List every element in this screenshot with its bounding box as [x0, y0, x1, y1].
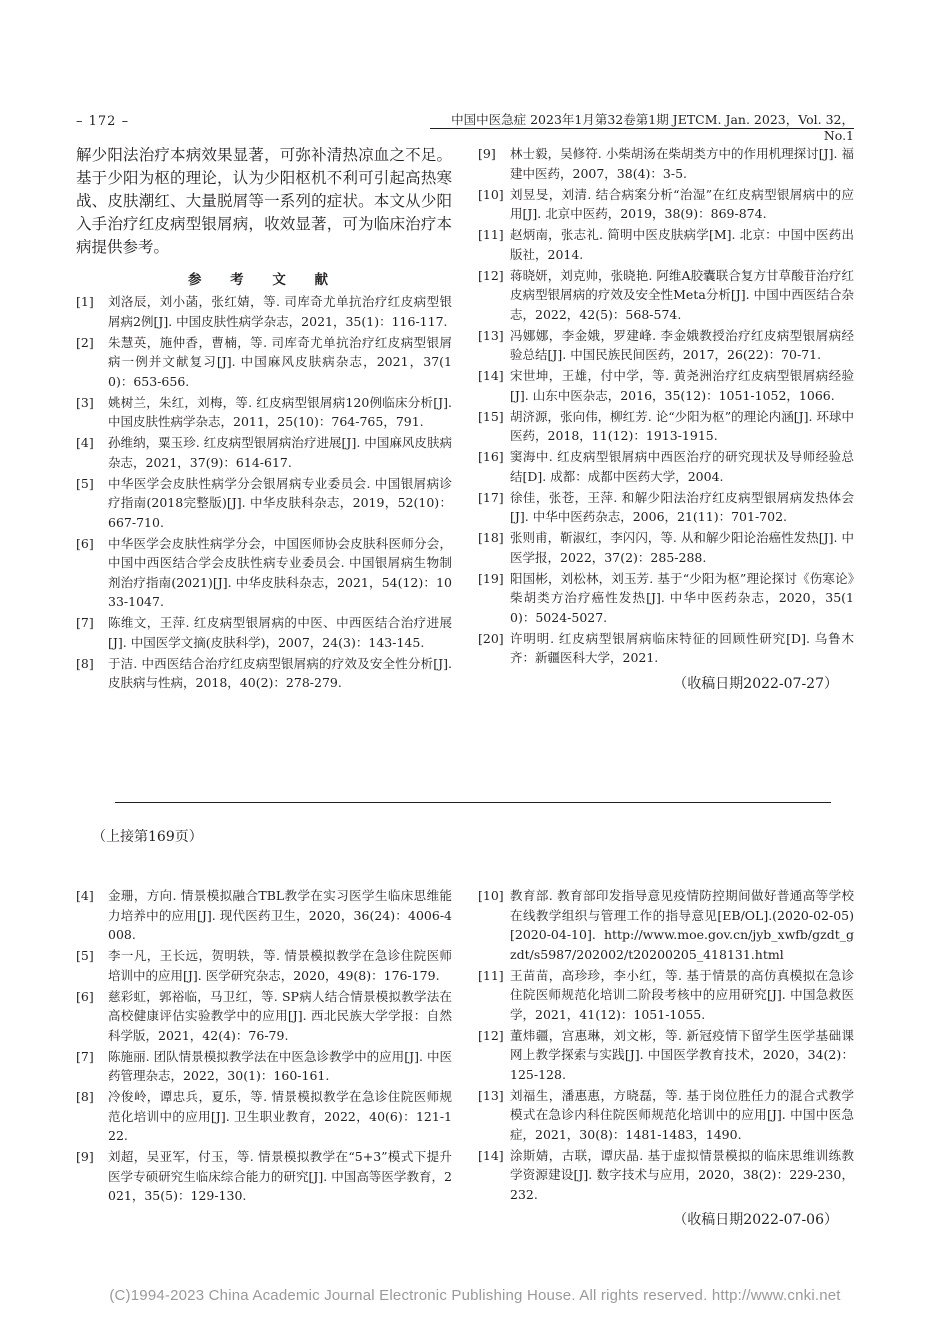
reference-text: 刘福生，潘惠惠，方晓磊，等. 基于岗位胜任力的混合式教学模式在急诊内科住院医师规范化培训中的应用[J]. 中国中医急症，2021，30(8)：1481-1483，1490. [510, 1087, 854, 1142]
reference-text: 朱慧英，施仲香，曹楠，等. 司库奇尤单抗治疗红皮病型银屑病一例并文献复习[J]. 中国麻风皮肤病杂志，2021，37(10)：653-656. [108, 334, 452, 389]
reference-text: 教育部. 教育部印发指导意见疫情防控期间做好普通高等学校在线教学组织与管理工作的指导意见[EB/OL].(2020-02-05)[2020-04-10]. http://www.moe.gov.cn/jyb_xwfb/gzdt_gzdt/s5987/202002/t20200205_418131.html [510, 888, 854, 962]
reference-item [76, 433, 452, 472]
reference-number: [8] [76, 655, 94, 671]
reference-number: [10] [478, 186, 504, 202]
top-right-column [478, 144, 854, 693]
reference-item [76, 613, 452, 652]
reference-number: [9] [76, 1149, 94, 1164]
reference-text: 李一凡，王长远，贺明轶，等. 情景模拟教学在急诊住院医师培训中的应用[J]. 医学研究杂志，2020，49(8)：176-179. [108, 948, 452, 983]
reference-item [478, 185, 854, 224]
reference-text: 陈施丽. 团队情景模拟教学法在中医急诊教学中的应用[J]. 中医药管理杂志，2022，30(1)：160-161. [108, 1048, 452, 1083]
reference-item [478, 326, 854, 365]
reference-text: 冷俊岭，谭忠兵，夏乐，等. 情景模拟教学在急诊住院医师规范化培训中的应用[J]. 卫生职业教育，2022，40(6)：121-122. [108, 1089, 452, 1143]
references-heading: 参 考 文 献 [187, 272, 341, 288]
reference-number: [12] [478, 1027, 504, 1043]
received-date: （收稿日期2022-07-06） [673, 1212, 838, 1228]
reference-text: 中华医学会皮肤性病学分会，中国医师协会皮肤科医师分会，中国中西医结合学会皮肤性病专业委员会. 中国银屑病生物制剂治疗指南(2021)[J]. 中华皮肤科杂志，2021，54(12)：1033-1047. [108, 535, 452, 609]
reference-text: 林士毅，吴修符. 小柴胡汤在柴胡类方中的作用机理探讨[J]. 福建中医药，2007，38(4)：3-5. [510, 146, 854, 181]
reference-number: [13] [478, 327, 504, 343]
reference-number: [17] [478, 489, 504, 505]
reference-item [478, 488, 854, 527]
reference-number: [16] [478, 449, 504, 464]
reference-text: 中华医学会皮肤性病学分会银屑病专业委员会. 中国银屑病诊疗指南(2018完整版)[J]. 中华皮肤科杂志，2019，52(10)：667-710. [108, 475, 452, 530]
reference-item [76, 1087, 452, 1146]
reference-item [76, 946, 452, 985]
reference-item [478, 886, 854, 964]
reference-item [478, 144, 854, 183]
reference-number: [5] [76, 948, 94, 963]
reference-item [76, 886, 452, 945]
reference-number: [9] [478, 146, 496, 161]
reference-item [478, 1146, 854, 1205]
reference-text: 窦海中. 红皮病型银屑病中西医治疗的研究现状及导师经验总结[D]. 成都：成都中医药大学，2004. [510, 449, 854, 484]
reference-number: [14] [478, 368, 504, 383]
reference-number: [11] [478, 967, 504, 983]
reference-number: [18] [478, 530, 504, 545]
reference-number: [2] [76, 334, 94, 350]
section-divider [115, 802, 831, 803]
reference-item [478, 629, 854, 668]
reference-number: [3] [76, 394, 94, 410]
reference-item [76, 534, 452, 612]
reference-item [76, 654, 452, 693]
reference-text: 胡济源，张向伟，柳红芳. 论“少阳为枢”的理论内涵[J]. 环球中医药，2018，11(12)：1913-1915. [510, 408, 854, 443]
reference-number: [6] [76, 988, 94, 1004]
copyright-footer: (C)1994-2023 China Academic Journal Electronic Publishing House. All rights reserved. http://www.cnki.net [109, 1287, 841, 1304]
reference-number: [11] [478, 227, 504, 242]
reference-text: 刘超，吴亚军，付玉，等. 情景模拟教学在“5+3”模式下提升医学专硕研究生临床综合能力的研究[J]. 中国高等医学教育，2021，35(5)：129-130. [108, 1149, 452, 1203]
received-date: （收稿日期2022-07-27） [673, 675, 838, 692]
top-left-column [76, 144, 452, 694]
reference-number: [5] [76, 475, 94, 491]
reference-text: 董炜疆，宫惠琳，刘文彬，等. 新冠疫情下留学生医学基础课网上教学探索与实践[J]. 中国医学教育技术，2020，34(2)：125-128. [510, 1027, 854, 1082]
reference-text: 徐佳，张苍，王萍. 和解少阳法治疗红皮病型银屑病发热体会[J]. 中华中医药杂志，2006，21(11)：701-702. [510, 489, 854, 524]
bottom-right-column [478, 886, 854, 1229]
reference-text: 涂斯婧，古联，谭庆晶. 基于虚拟情景模拟的临床思维训练教学资源建设[J]. 数字技术与应用，2020，38(2)：229-230，232. [510, 1147, 854, 1202]
reference-text: 冯娜娜，李金娥，罗建峰. 李金娥教授治疗红皮病型银屑病经验总结[J]. 中国民族民间医药，2017，26(22)：70-71. [510, 327, 854, 362]
reference-number: [19] [478, 570, 504, 586]
reference-number: [8] [76, 1089, 94, 1104]
reference-item [76, 1147, 452, 1206]
reference-item [478, 1026, 854, 1085]
header-rule [430, 128, 854, 129]
reference-text: 于洁. 中西医结合治疗红皮病型银屑病的疗效及安全性分析[J]. 皮肤病与性病，2018，40(2)：278-279. [108, 655, 452, 690]
reference-number: [13] [478, 1087, 504, 1103]
reference-list [478, 144, 854, 668]
reference-text: 刘昱旻，刘清. 结合病案分析“治湿”在红皮病型银屑病中的应用[J]. 北京中医药，2019，38(9)：869-874. [510, 186, 854, 221]
reference-text: 阳国彬，刘松林，刘玉芳. 基于“少阳为枢”理论探讨《伤寒论》柴胡类方治疗癌性发热[J]. 中华中医药杂志，2020，35(10)：5024-5027. [510, 570, 854, 625]
reference-text: 刘洛辰，刘小菡，张红婧，等. 司库奇尤单抗治疗红皮病型银屑病2例[J]. 中国皮肤性病学杂志，2021，35(1)：116-117. [108, 294, 452, 329]
reference-number: [15] [478, 408, 504, 424]
reference-item [478, 366, 854, 405]
reference-list [76, 292, 452, 693]
reference-number: [20] [478, 630, 504, 646]
reference-item [478, 569, 854, 628]
reference-number: [14] [478, 1147, 504, 1163]
reference-number: [4] [76, 435, 94, 450]
reference-text: 蒋晓妍，刘克帅，张晓艳. 阿维A胶囊联合复方甘草酸苷治疗红皮病型银屑病的疗效及安全性Meta分析[J]. 中国中西医结合杂志，2022，42(5)：568-574. [510, 267, 854, 322]
reference-item [478, 266, 854, 325]
reference-item [478, 966, 854, 1025]
page-number: – 172 – [76, 114, 130, 129]
reference-text: 宋世坤，王雄，付中学，等. 黄尧洲治疗红皮病型银屑病经验[J]. 山东中医杂志，2016，35(12)：1051-1052，1066. [510, 368, 854, 403]
reference-text: 张则甫，靳淑红，李闪闪，等. 从和解少阳论治癌性发热[J]. 中医学报，2022，37(2)：285-288. [510, 530, 854, 565]
reference-number: [7] [76, 615, 94, 630]
reference-text: 孙维纳，粟玉珍. 红皮病型银屑病治疗进展[J]. 中国麻风皮肤病杂志，2021，37(9)：614-617. [108, 435, 452, 470]
reference-number: [10] [478, 888, 504, 903]
reference-item [76, 333, 452, 392]
reference-item [478, 407, 854, 446]
reference-text: 陈维文，王萍. 红皮病型银屑病的中医、中西医结合治疗进展[J]. 中国医学文摘(皮肤科学)，2007，24(3)：143-145. [108, 615, 452, 650]
body-paragraph: 解少阳法治疗本病效果显著，可弥补清热凉血之不足。基于少阳为枢的理论，认为少阳枢机不利可引起高热寒战、皮肤潮红、大量脱屑等一系列的症状。本文从少阳入手治疗红皮病型银屑病，收效显著，可为临床治疗本病提供参考。 [76, 146, 452, 256]
reference-item [478, 225, 854, 264]
reference-item [478, 447, 854, 486]
reference-item [76, 987, 452, 1046]
reference-number: [4] [76, 888, 94, 903]
continued-from-note: （上接第169页） [92, 829, 203, 845]
reference-item [478, 1086, 854, 1145]
reference-text: 姚树兰，朱红，刘梅，等. 红皮病型银屑病120例临床分析[J]. 中国皮肤性病学杂志，2011，25(10)：764-765，791. [108, 394, 452, 429]
reference-item [76, 1047, 452, 1086]
reference-number: [12] [478, 267, 504, 283]
journal-running-header: 中国中医急症 2023年1月第32卷第1期 JETCM. Jan. 2023，Vol. 32，No.1 [451, 112, 854, 143]
reference-item [76, 292, 452, 331]
reference-text: 王苗苗，高珍珍，李小红，等. 基于情景的高仿真模拟在急诊住院医师规范化培训二阶段考核中的应用研究[J]. 中国急救医学，2021，41(12)：1051-1055. [510, 967, 854, 1022]
reference-item [76, 393, 452, 432]
reference-text: 金珊，方向. 情景模拟融合TBL教学在实习医学生临床思维能力培养中的应用[J]. 现代医药卫生，2020，36(24)：4006-4008. [108, 888, 452, 942]
reference-item [76, 474, 452, 533]
reference-text: 慈彩虹，郭裕临，马卫红，等. SP病人结合情景模拟教学法在高校健康评估实验教学中的应用[J]. 西北民族大学学报：自然科学版，2021，42(4)：76-79. [108, 988, 452, 1043]
reference-number: [7] [76, 1048, 94, 1064]
reference-text: 许明明. 红皮病型银屑病临床特征的回顾性研究[D]. 乌鲁木齐：新疆医科大学，2021. [510, 630, 854, 665]
reference-number: [6] [76, 535, 94, 551]
reference-number: [1] [76, 294, 94, 309]
reference-item [478, 528, 854, 567]
bottom-left-column [76, 886, 452, 1207]
reference-text: 赵炳南，张志礼. 简明中医皮肤病学[M]. 北京：中国中医药出版社，2014. [510, 227, 854, 262]
